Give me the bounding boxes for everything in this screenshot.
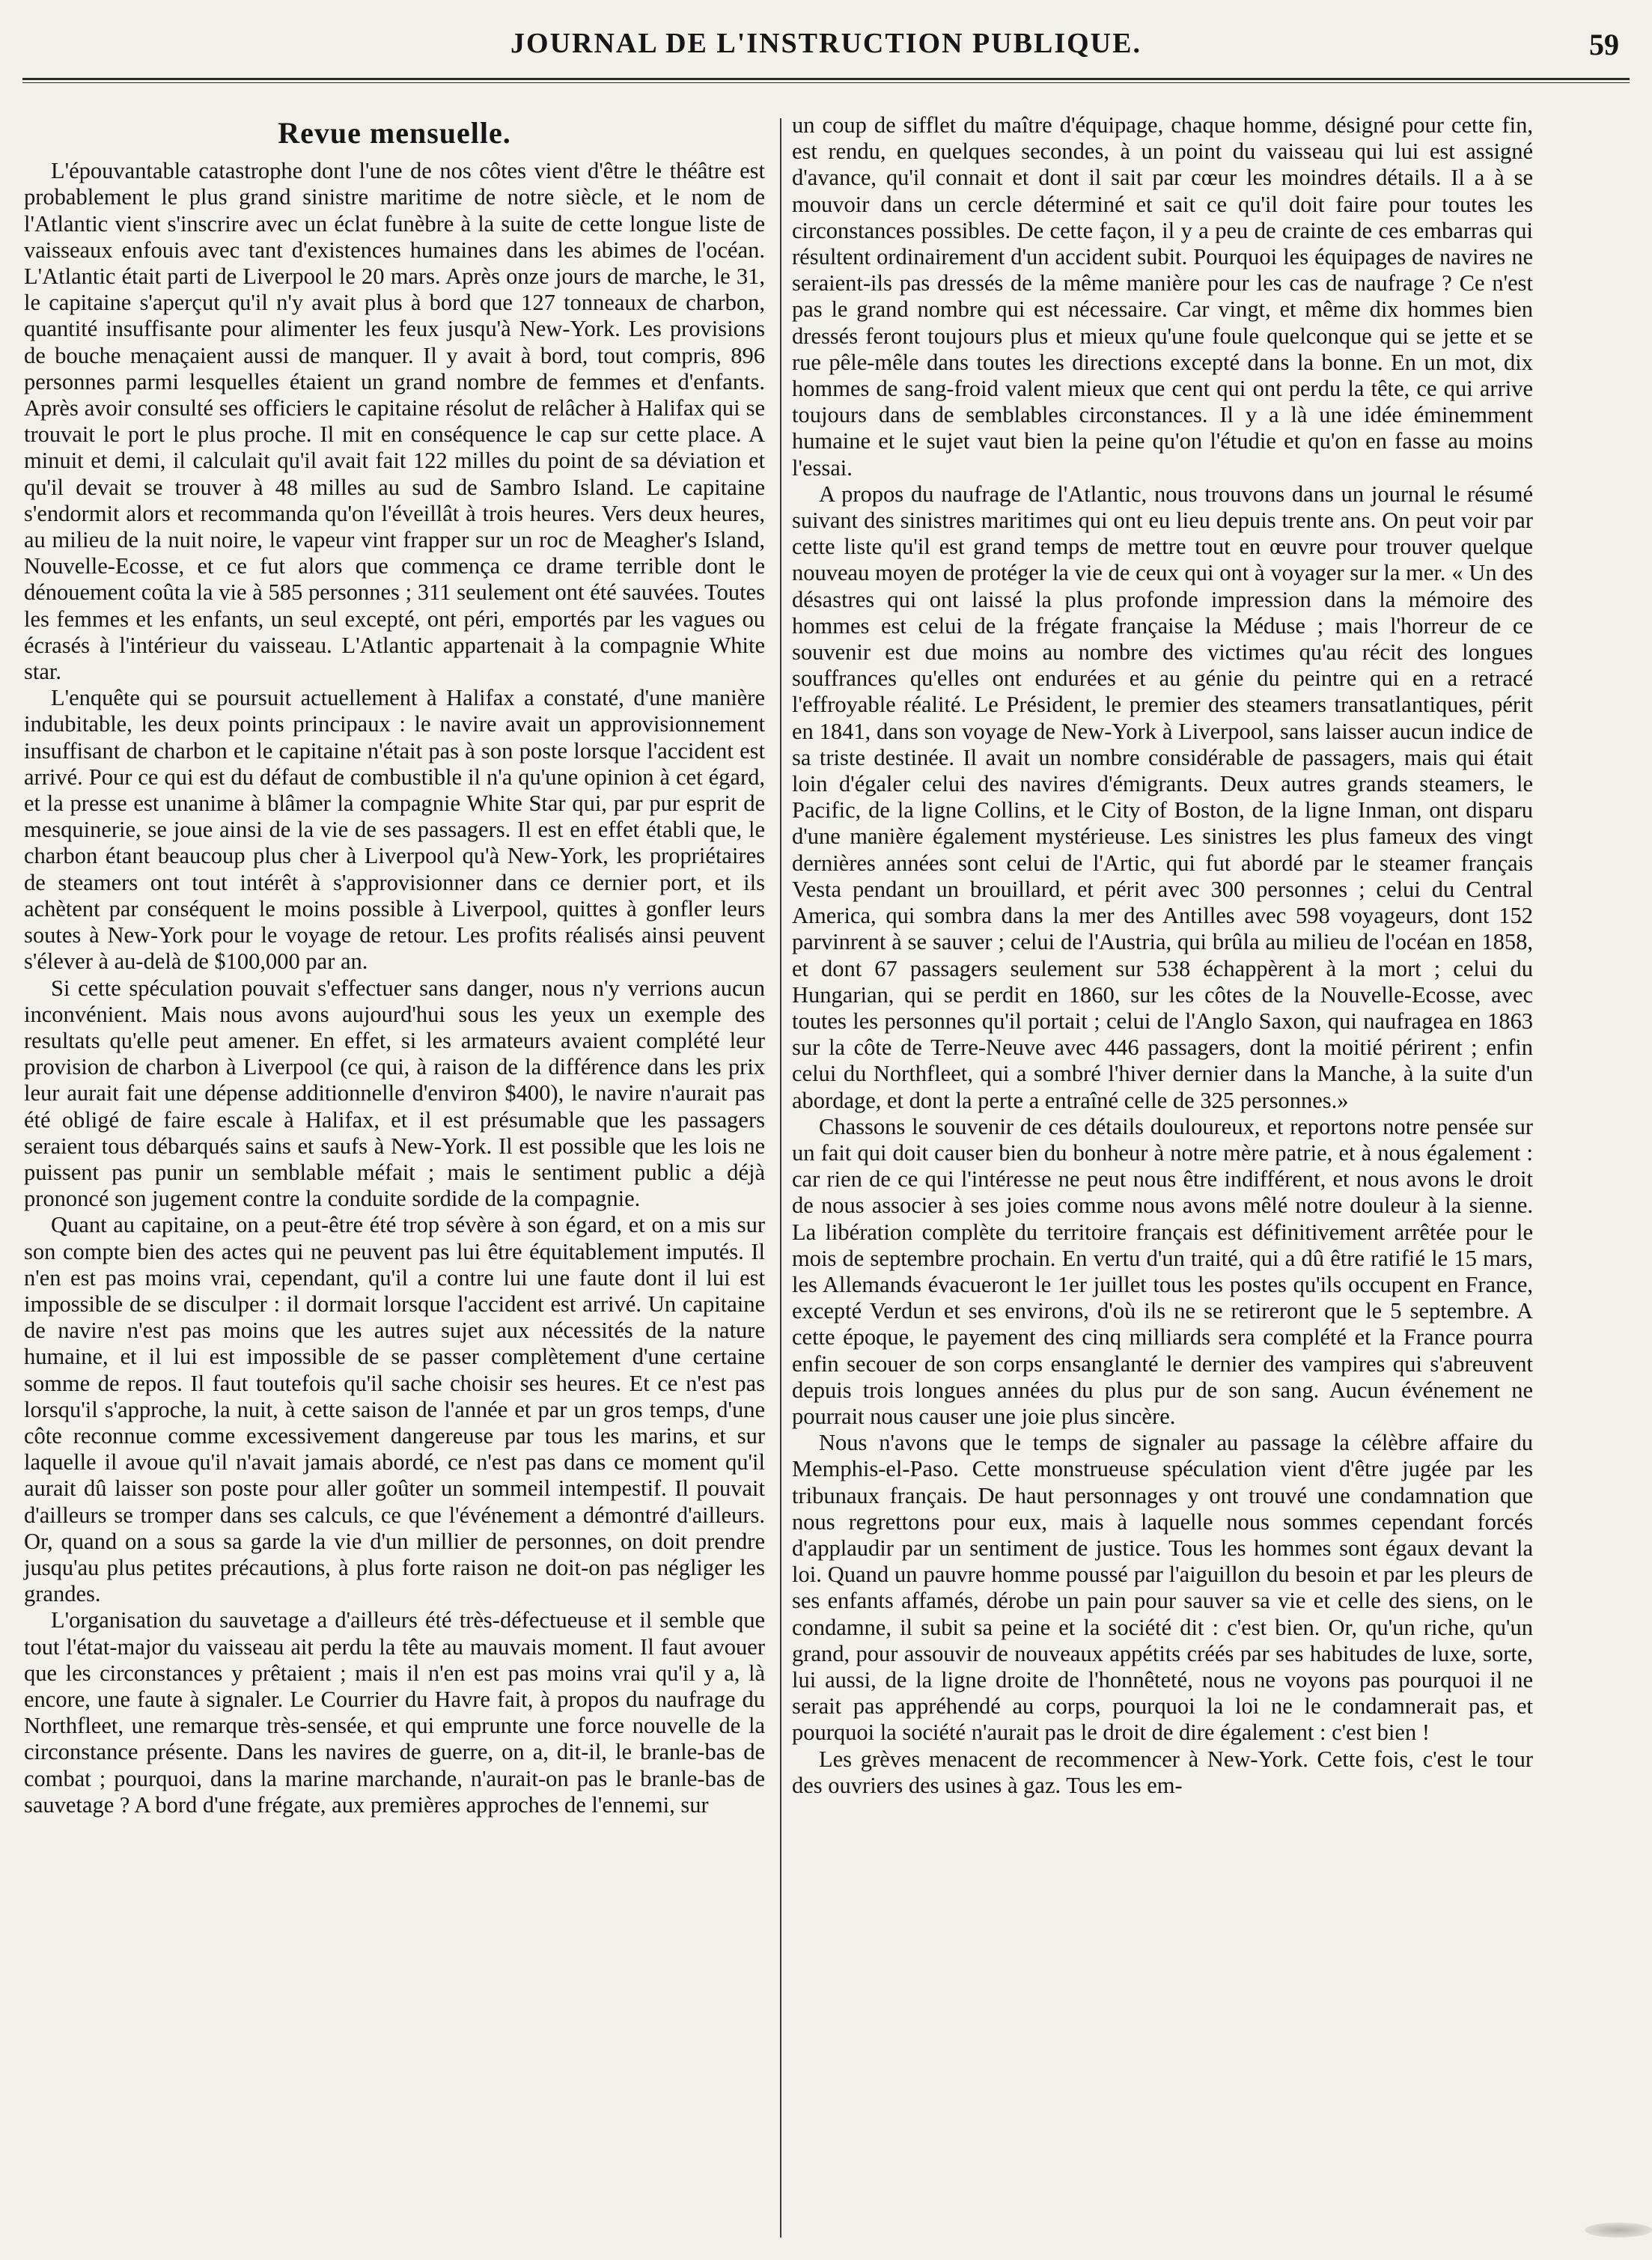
article-paragraph: L'épouvantable catastrophe dont l'une de nos côtes vient d'être le théâtre est probablement le plus grand sinistre maritime de notre siècle, et le nom de l'Atlantic vient s'inscrire avec un éclat funèbre à la suite de cette longue liste de vaisseaux enfouis avec tant d'existences humaines dans les abimes de l'océan. L'Atlantic était parti de Liverpool le 20 mars. Après onze jours de marche, le 31, le capitaine s'aperçut qu'il n'y avait plus à bord que 127 tonneaux de charbon, quantité insuffisante pour alimenter les feux jusqu'à New-York. Les provisions de bouche menaçaient aussi de manquer. Il y avait à bord, tout compris, 896 personnes parmi lesquelles étaient un grand nombre de femmes et d'enfants. Après avoir consulté ses officiers le capitaine résolut de relâcher à Halifax qui se trouvait le port le plus proche. Il mit en conséquence le cap sur cette place. A minuit et demi, il calculait qu'il avait fait 122 milles du point de sa déviation et qu'il devait se trouver à 48 milles au sud de Sambro Island. Le capitaine s'endormit alors et recommanda qu'on l'éveillât à trois heures. Vers deux heures, au milieu de la nuit noire, le vapeur vint frapper sur un roc de Meagher's Island, Nouvelle-Ecosse, et ce fut alors que commença ce drame terrible dont le dénouement coûta la vie à 585 personnes ; 311 seulement ont été sauvées. Toutes les femmes et les enfants, un seul excepté, ont péri, emportés par les vagues ou écrasés à l'intérieur du vaisseau. L'Atlantic appartenait à la compagnie White star. [24,158,765,685]
article-paragraph: Nous n'avons que le temps de signaler au passage la célèbre affaire du Memphis-el-Paso. Cette monstrueuse spéculation vient d'être jugée par les tribunaux français. De haut personnages y ont trouvé une condamnation que nous regrettons pour eux, mais à laquelle nous sommes cependant forcés d'applaudir par un sentiment de justice. Tous les hommes sont égaux devant la loi. Quand un pauvre homme poussé par l'aiguillon du besoin et par les pleurs de ses enfants affamés, dérobe un pain pour sauver sa vie et celle des siens, on le condamne, il subit sa peine et la société dit : c'est bien. Or, qu'un riche, qu'un grand, pour assouvir de nouveaux appétits créés par ses habitudes de luxe, sorte, lui aussi, de la ligne droite de l'honnêteté, nous ne voyons pas pourquoi il ne serait pas appréhendé au corps, pourquoi la loi ne le condamnerait pas, et pourquoi la société n'aurait pas le droit de dire également : c'est bien ! [792,1430,1533,1746]
article-title: Revue mensuelle. [278,116,511,150]
ink-smudge [1585,2223,1652,2238]
left-column [24,112,765,1818]
page-header [30,22,1622,67]
journal-title: JOURNAL DE L'INSTRUCTION PUBLIQUE. [510,28,1142,59]
article-paragraph: Si cette spéculation pouvait s'effectuer sans danger, nous n'y verrions aucun inconvénient. Mais nous avons aujourd'hui sous les yeux un exemple des resultats qu'elle peut amener. En effet, si les armateurs avaient complété leur provision de charbon à Liverpool (ce qui, à raison de la différence dans les prix leur aurait fait une dépense additionnelle d'environ $400), le navire n'aurait pas été obligé de faire escale à Halifax, et il est présumable que les passagers seraient tous débarqués sains et saufs à New-York. Il est possible que les lois ne puissent pas punir un semblable méfait ; mais le sentiment public a déjà prononcé son jugement contre la conduite sordide de la compagnie. [24,975,765,1212]
right-column [792,112,1533,1799]
header-rule [22,78,1630,80]
article-paragraph: L'organisation du sauvetage a d'ailleurs été très-défectueuse et il semble que tout l'état-major du vaisseau ait perdu la tête au mauvais moment. Il faut avouer que les circonstances y prêtaient ; mais il n'en est pas moins vrai qu'il y a, là encore, une faute à signaler. Le Courrier du Havre fait, à propos du naufrage du Northfleet, une remarque très-sensée, et qui emprunte une force nouvelle de la circonstance présente. Dans les navires de guerre, on a, dit-il, le branle-bas de combat ; pourquoi, dans la marine marchande, n'aurait-on pas le branle-bas de sauvetage ? A bord d'une frégate, aux premières approches de l'ennemi, sur [24,1607,765,1818]
article-paragraph: L'enquête qui se poursuit actuellement à Halifax a constaté, d'une manière indubitable, les deux points principaux : le navire avait un approvisionnement insuffisant de charbon et le capitaine n'était pas à son poste lorsque l'accident est arrivé. Pour ce qui est du défaut de combustible il n'a qu'une opinion à cet égard, et la presse est unanime à blâmer la compagnie White Star qui, par pur esprit de mesquinerie, se joue ainsi de la vie de ses passagers. Il est en effet établi que, le charbon étant beaucoup plus cher à Liverpool qu'à New-York, les propriétaires de steamers ont tout intérêt à s'approvisionner dans ce dernier port, et ils achètent par conséquent le moins possible à Liverpool, quittes à gonfler leurs soutes à New-York pour le voyage de retour. Les profits réalisés ainsi peuvent s'élever à au-delà de $100,000 par an. [24,685,765,975]
article-paragraph: un coup de sifflet du maître d'équipage, chaque homme, désigné pour cette fin, est rendu, en quelques secondes, à un point du vaisseau qui lui est assigné d'avance, qu'il connait et dont il sait par cœur les moindres détails. Il a à se mouvoir dans un cercle déterminé et sait ce qu'il doit faire pour toutes les circonstances possibles. De cette façon, il y a peu de crainte de ces embarras qui résultent ordinairement d'un accident subit. Pourquoi les équipages de navires ne seraient-ils pas dressés de la même manière pour les cas de naufrage ? Ce n'est pas le grand nombre qui est nécessaire. Car vingt, et même dix hommes bien dressés feront toujours plus et mieux qu'une foule quelconque qui se jette et se rue pêle-mêle dans toutes les directions excepté dans la bonne. En un mot, dix hommes de sang-froid valent mieux que cent qui ont perdu la tête, ce qui arrive toujours dans de semblables circonstances. Il y a là une idée éminemment humaine et le sujet vaut bien la peine qu'on l'étudie et qu'on en fasse au moins l'essai. [792,112,1533,481]
article-paragraph: Quant au capitaine, on a peut-être été trop sévère à son égard, et on a mis sur son compte bien des actes qui ne peuvent pas lui être équitablement imputés. Il n'en est pas moins vrai, cependant, qu'il a contre lui une faute dont il lui est impossible de se disculper : il dormait lorsque l'accident est arrivé. Un capitaine de navire n'est pas moins que les autres sujet aux nécessités de la nature humaine, et il lui est impossible de se passer complètement d'une certaine somme de repos. Il faut toutefois qu'il sache choisir ses heures. Et ce n'est pas lorsqu'il s'approche, la nuit, à cette saison de l'année et par un gros temps, d'une côte reconnue comme excessivement dangereuse par tous les marins, et sur laquelle il avoue qu'il n'avait jamais abordé, ce n'est pas dans ce moment qu'il aurait dû laisser son poste pour aller goûter un sommeil intempestif. Il pouvait d'ailleurs se tromper dans ses calculs, ce que l'événement a démontré d'ailleurs. Or, quand on a sous sa garde la vie d'un millier de personnes, on doit prendre jusqu'au plus petites précautions, à plus forte raison ne doit-on pas négliger les grandes. [24,1212,765,1607]
column-divider [780,118,781,2238]
header-rule-thin [22,82,1630,83]
article-paragraph: A propos du naufrage de l'Atlantic, nous trouvons dans un journal le résumé suivant des sinistres maritimes qui ont eu lieu depuis trente ans. On peut voir par cette liste qu'il est grand temps de mettre tout en œuvre pour trouver quelque nouveau moyen de protéger la vie de ceux qui ont à voyager sur la mer. « Un des désastres qui ont laissé la plus profonde impression dans la mémoire des hommes est celui de la frégate française la Méduse ; mais l'horreur de ce souvenir est due moins au nombre des victimes qu'au récit des longues souffrances qu'elles ont endurées et au génie du peintre qui en a retracé l'effroyable réalité. Le Président, le premier des steamers transatlantiques, périt en 1841, dans son voyage de New-York à Liverpool, sans laisser aucun indice de sa triste destinée. Il avait un nombre considérable de passagers, mais qui était loin d'égaler celui des navires d'émigrants. Deux autres grands steamers, le Pacific, de la ligne Collins, et le City of Boston, de la ligne Inman, ont disparu d'une manière également mystérieuse. Les sinistres les plus fameux des vingt dernières années sont celui de l'Artic, qui fut abordé par le steamer français Vesta pendant un brouillard, et périt avec 300 personnes ; celui du Central America, qui sombra dans la mer des Antilles avec 598 voyageurs, dont 152 parvinrent à se sauver ; celui de l'Austria, qui brûla au milieu de l'océan en 1858, et dont 67 passagers seulement sur 538 échappèrent à la mort ; celui du Hungarian, qui se perdit en 1860, sur les côtes de la Nouvelle-Ecosse, avec toutes les personnes qu'il portait ; celui de l'Anglo Saxon, qui naufragea en 1863 sur la côte de Terre-Neuve avec 446 passagers, dont la moitié périrent ; enfin celui du Northfleet, qui a sombré l'hiver dernier dans la Manche, à la suite d'un abordage, et dont la perte a entraîné celle de 325 personnes.» [792,481,1533,1113]
article-paragraph: Chassons le souvenir de ces détails douloureux, et reportons notre pensée sur un fait qui doit causer bien du bonheur à notre mère patrie, et à nous également : car rien de ce qui l'intéresse ne peut nous être indifférent, et nous avons le droit de nous associer à ses joies comme nous avons mêlé notre douleur à la sienne. La libération complète du territoire français est définitivement arrêtée pour le mois de septembre prochain. En vertu d'un traité, qui a dû être ratifié le 15 mars, les Allemands évacueront le 1er juillet tous les postes qu'ils occupent en France, excepté Verdun et ses environs, d'où ils ne se retireront que le 5 septembre. A cette époque, le payement des cinq milliards sera complété et la France pourra enfin secouer de son corps ensanglanté le dernier des vampires qui s'abreuvent depuis trois longues années du plus pur de son sang. Aucun événement ne pourrait nous causer une joie plus sincère. [792,1113,1533,1429]
article-paragraph: Les grèves menacent de recommencer à New-York. Cette fois, c'est le tour des ouvriers des usines à gaz. Tous les em- [792,1746,1533,1798]
page-number: 59 [1589,28,1619,61]
